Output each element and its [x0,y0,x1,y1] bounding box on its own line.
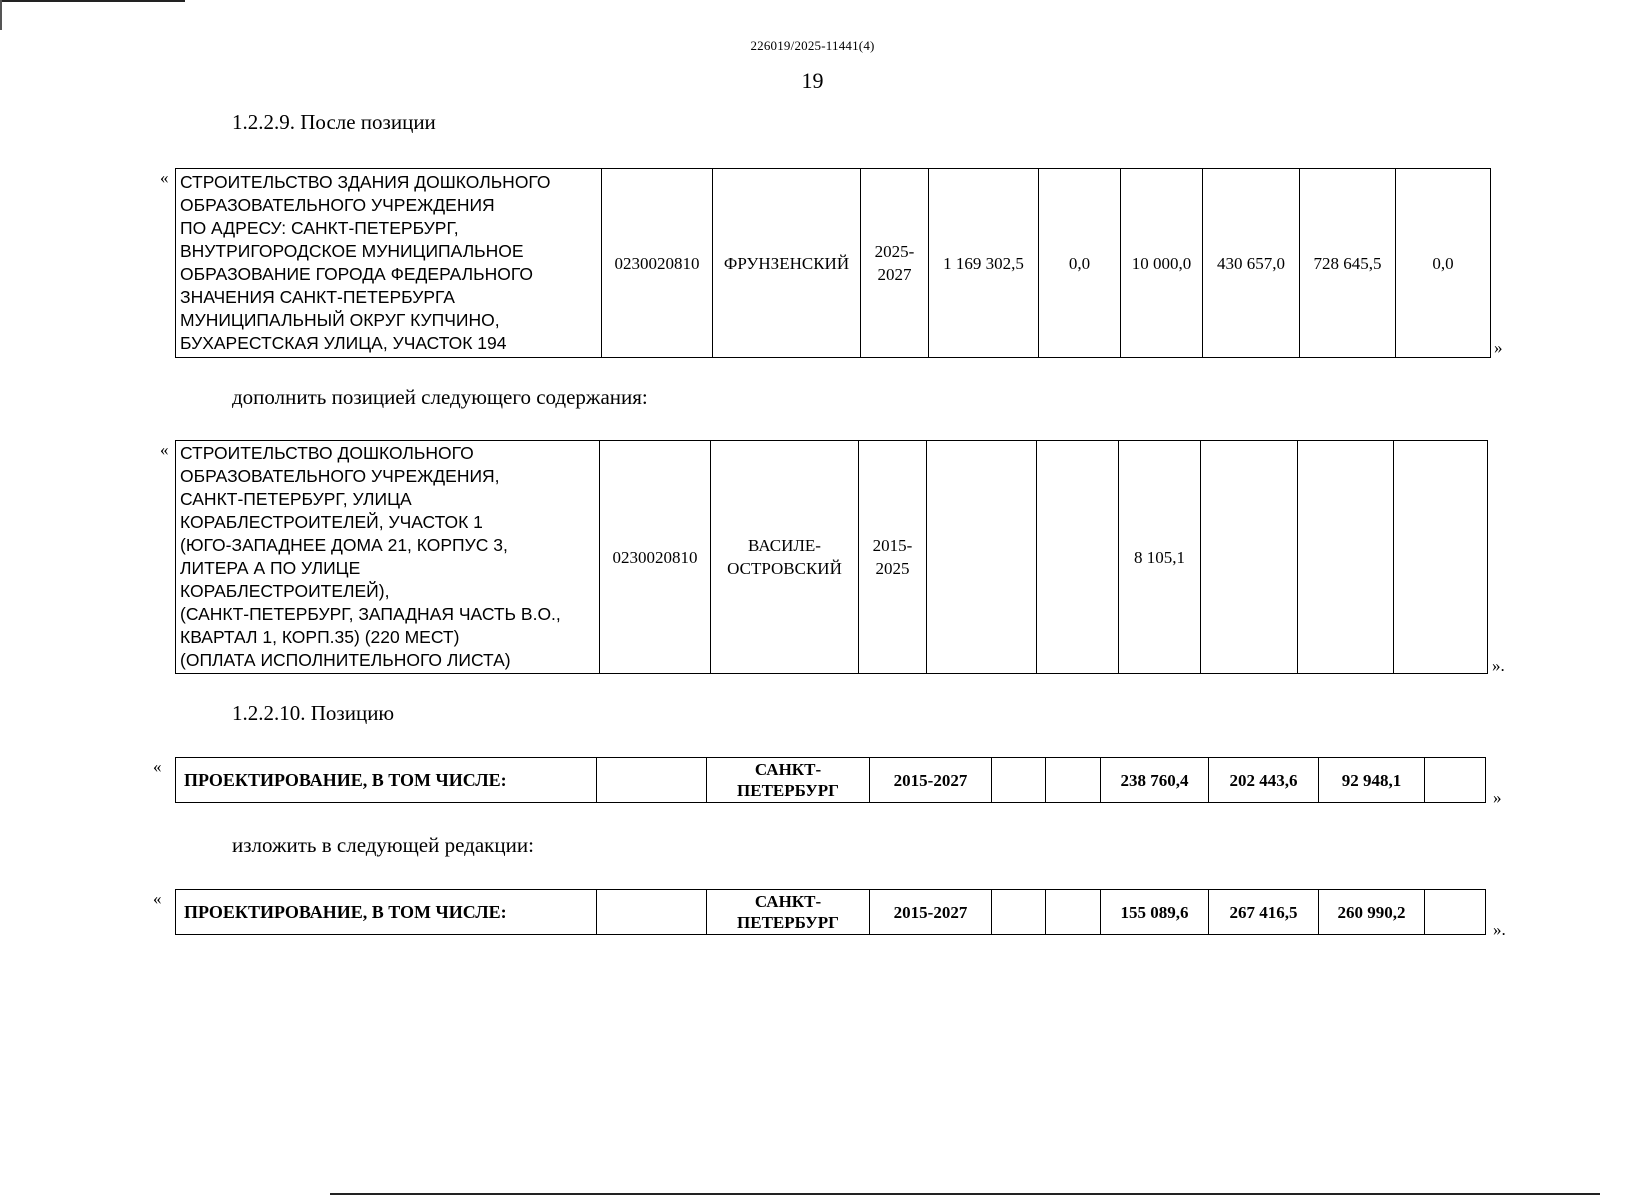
district-cell: ФРУНЗЕНСКИЙ [713,169,861,358]
object-name-cell: ПРОЕКТИРОВАНИЕ, В ТОМ ЧИСЛЕ: [176,758,597,803]
name-line: ОБРАЗОВАТЕЛЬНОГО УЧРЕЖДЕНИЯ [180,195,495,215]
value-cell-2: 0,0 [1039,169,1121,358]
period-line: 2025 [875,559,910,578]
quote-close: » [1494,338,1503,357]
table-design-current [175,757,1486,803]
name-line: ОБРАЗОВАТЕЛЬНОГО УЧРЕЖДЕНИЯ, [180,466,500,486]
object-name-cell [176,169,602,358]
value-cell-1 [992,758,1046,803]
quote-close: » [1493,788,1502,807]
district-line: ПЕТЕРБУРГ [737,913,839,932]
value-cell-3: 10 000,0 [1121,169,1203,358]
value-cell-3: 155 089,6 [1101,890,1209,935]
value-cell-4: 430 657,0 [1203,169,1300,358]
name-line: ПО АДРЕСУ: САНКТ-ПЕТЕРБУРГ, [180,218,459,238]
paragraph-addition: дополнить позицией следующего содержания: [232,385,648,409]
name-line: КВАРТАЛ 1, КОРП.35) (220 МЕСТ) [180,627,460,647]
name-line: КОРАБЛЕСТРОИТЕЛЕЙ), [180,581,390,601]
value-cell-4: 202 443,6 [1209,758,1319,803]
period-line: 2027 [877,265,912,284]
quote-close: ». [1492,656,1505,675]
district-line: САНКТ- [754,760,822,779]
scan-edge-mark [0,0,2,30]
period-cell [861,169,929,358]
district-line: ПЕТЕРБУРГ [737,781,839,800]
table-design-new [175,889,1486,935]
value-cell-3: 8 105,1 [1119,441,1201,674]
value-cell-5: 260 990,2 [1319,890,1425,935]
value-cell-1 [992,890,1046,935]
paragraph-new-wording: изложить в следующей редакции: [232,833,534,857]
name-line: МУНИЦИПАЛЬНЫЙ ОКРУГ КУПЧИНО, [180,310,500,330]
quote-open: « [160,440,169,459]
code-cell: 0230020810 [602,169,713,358]
district-line: ОСТРОВСКИЙ [727,559,842,578]
name-line: БУХАРЕСТСКАЯ УЛИЦА, УЧАСТОК 194 [180,333,507,353]
name-line: ЛИТЕРА А ПО УЛИЦЕ [180,558,361,578]
value-cell-2 [1037,441,1119,674]
name-line: (САНКТ-ПЕТЕРБУРГ, ЗАПАДНАЯ ЧАСТЬ В.О., [180,604,561,624]
name-line: (ЮГО-ЗАПАДНЕЕ ДОМА 21, КОРПУС 3, [180,535,508,555]
code-cell [597,758,707,803]
district-line: ВАСИЛЕ- [748,536,821,555]
page-number: 19 [801,68,824,93]
period-cell: 2015-2027 [870,758,992,803]
code-cell [597,890,707,935]
value-cell-5: 92 948,1 [1319,758,1425,803]
table-existing-position [175,168,1491,358]
quote-open: « [153,889,162,908]
value-cell-6 [1425,758,1486,803]
table-row [176,441,1488,674]
quote-close: ». [1493,920,1506,939]
value-cell-3: 238 760,4 [1101,758,1209,803]
value-cell-1: 1 169 302,5 [929,169,1039,358]
table-row [176,169,1491,358]
value-cell-1 [927,441,1037,674]
value-cell-4: 267 416,5 [1209,890,1319,935]
district-line: САНКТ- [754,892,822,911]
name-line: СТРОИТЕЛЬСТВО ЗДАНИЯ ДОШКОЛЬНОГО [180,172,551,192]
district-cell [707,758,870,803]
period-cell: 2015-2027 [870,890,992,935]
name-line: САНКТ-ПЕТЕРБУРГ, УЛИЦА [180,489,412,509]
value-cell-2 [1046,890,1101,935]
value-cell-6 [1425,890,1486,935]
value-cell-6 [1394,441,1488,674]
name-line: ЗНАЧЕНИЯ САНКТ-ПЕТЕРБУРГА [180,287,455,307]
name-line: (ОПЛАТА ИСПОЛНИТЕЛЬНОГО ЛИСТА) [180,650,511,670]
value-cell-4 [1201,441,1298,674]
scan-edge-line [330,1193,1600,1195]
name-line: СТРОИТЕЛЬСТВО ДОШКОЛЬНОГО [180,443,474,463]
scan-edge-line [0,0,185,2]
document-number: 226019/2025-11441(4) [750,38,875,53]
quote-open: « [160,168,169,187]
name-line: ОБРАЗОВАНИЕ ГОРОДА ФЕДЕРАЛЬНОГО [180,264,533,284]
value-cell-2 [1046,758,1101,803]
paragraph-1-2-2-9: 1.2.2.9. После позиции [232,110,436,134]
object-name-cell [176,441,600,674]
table-row [176,758,1486,803]
value-cell-5 [1298,441,1394,674]
table-row [176,890,1486,935]
table-new-position [175,440,1488,674]
district-cell [707,890,870,935]
district-cell [711,441,859,674]
period-line: 2015- [872,536,913,555]
name-line: ВНУТРИГОРОДСКОЕ МУНИЦИПАЛЬНОЕ [180,241,524,261]
code-cell: 0230020810 [600,441,711,674]
name-line: КОРАБЛЕСТРОИТЕЛЕЙ, УЧАСТОК 1 [180,512,483,532]
paragraph-1-2-2-10: 1.2.2.10. Позицию [232,701,395,725]
period-line: 2025- [874,242,915,261]
period-cell [859,441,927,674]
quote-open: « [153,757,162,776]
object-name-cell: ПРОЕКТИРОВАНИЕ, В ТОМ ЧИСЛЕ: [176,890,597,935]
value-cell-6: 0,0 [1396,169,1491,358]
value-cell-5: 728 645,5 [1300,169,1396,358]
